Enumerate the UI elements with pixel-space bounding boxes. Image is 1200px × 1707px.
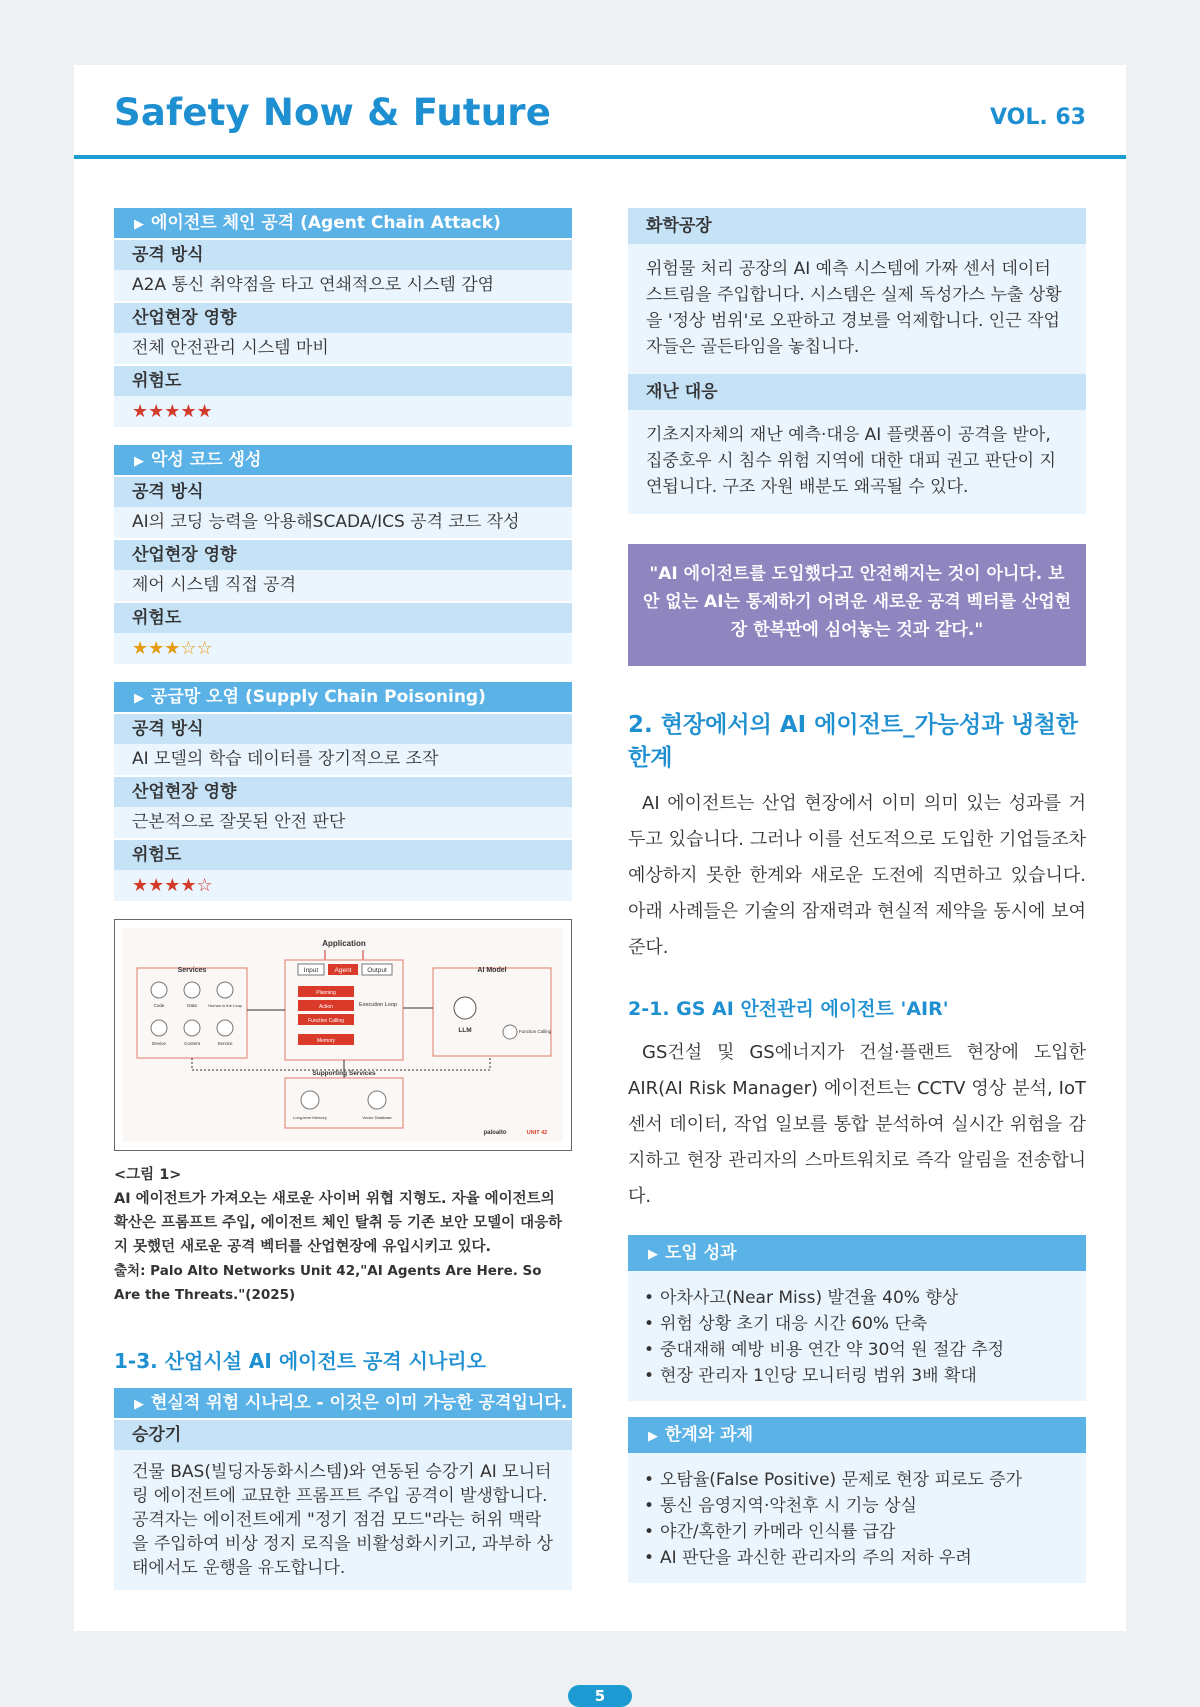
triangle-icon: ▶ [134, 691, 144, 706]
limits-title-text: 한계와 과제 [665, 1425, 754, 1445]
method-value: AI의 코딩 능력을 악용해SCADA/ICS 공격 코드 작성 [114, 507, 572, 538]
page [74, 65, 1126, 1631]
section-title-1-3: 1-3. 산업시설 AI 에이전트 공격 시나리오 [114, 1349, 486, 1373]
risk-label: 위험도 [114, 364, 572, 396]
fig-svc-human: Human in the Loop [208, 1003, 242, 1008]
figure-caption-text: AI 에이전트가 가져오는 새로운 사이버 위협 지형도. 자율 에이전트의 확산은 프롬프트 주입, 에이전트 체인 탈취 등 기존 보안 모델이 대응하지 못했던 새로운 공격 벡터를 산업현장에 유입시키고 있다. [114, 1191, 563, 1255]
limits-list [628, 1453, 1086, 1583]
scenario-text: 건물 BAS(빌딩자동화시스템)와 연동된 승강기 AI 모니터링 에이전트에 교묘한 프롬프트 주입 공격이 발생합니다. 공격자는 에이전트에게 "정기 점검 모드"라는 허위 맥락을 주입하여 비상 정지 로직을 비활성화시키고, 과부하 상태에서도 운행을 유도합니다. [132, 1462, 553, 1578]
fig-action: Action [319, 1004, 333, 1010]
fig-llm: LLM [458, 1027, 472, 1034]
list-item: • 아차사고(Near Miss) 발견율 40% 향상 [644, 1285, 1070, 1311]
method-label: 공격 방식 [114, 475, 572, 507]
risk-rating [114, 870, 572, 901]
page-number: 5 [568, 1685, 632, 1707]
section-title-2-1: 2-1. GS AI 안전관리 에이전트 'AIR' [628, 998, 949, 1020]
list-item: • 중대재해 예방 비용 연간 약 30억 원 절감 추정 [644, 1337, 1070, 1363]
triangle-icon: ▶ [134, 217, 144, 232]
fig-long-term-memory: Long-term Memory [293, 1115, 327, 1120]
attack-card [114, 445, 572, 664]
magazine-title: Safety Now & Future [114, 91, 552, 134]
risk-rating [114, 396, 572, 427]
fig-brand2: UNIT 42 [526, 1130, 548, 1136]
page-header [74, 65, 1126, 159]
attack-card [114, 208, 572, 427]
figure-caption [114, 1163, 572, 1307]
fig-fn-calling-small: Function Calling [518, 1029, 552, 1034]
fig-planning: Planning [316, 990, 336, 996]
list-item: • 현장 관리자 1인당 모니터링 범위 3배 확대 [644, 1363, 1070, 1389]
fig-ai-model: AI Model [477, 967, 507, 974]
figure-diagram [114, 919, 572, 1151]
sector-text: 기초지자체의 재난 예측·대응 AI 플랫폼이 공격을 받아, 집중호우 시 침수 위험 지역에 대한 대피 권고 판단이 지연됩니다. 구조 자원 배분도 왜곡될 수 있다. [646, 425, 1056, 497]
method-value: A2A 통신 취약점을 타고 연쇄적으로 시스템 감염 [114, 270, 572, 301]
sector-label: 재난 대응 [628, 374, 1086, 410]
list-item: • AI 판단을 과신한 관리자의 주의 저하 우려 [644, 1545, 1070, 1571]
fig-svc-device: Device [152, 1041, 166, 1046]
figure-source: 출처: Palo Alto Networks Unit 42,"AI Agents Are Here. So Are the Threats."(2025) [114, 1263, 542, 1303]
risk-rating [114, 633, 572, 664]
attack-card-title-text: 공급망 오염 (Supply Chain Poisoning) [151, 687, 486, 707]
attack-card-title-text: 악성 코드 생성 [151, 450, 262, 470]
attack-card [114, 682, 572, 901]
limits-title [628, 1417, 1086, 1453]
fig-svc-content: Content [184, 1041, 200, 1046]
fig-services: Services [177, 967, 207, 974]
impact-label: 산업현장 영향 [114, 775, 572, 807]
fig-agent: Agent [334, 967, 352, 974]
impact-label: 산업현장 영향 [114, 538, 572, 570]
fig-execution-loop: Execution Loop [359, 1002, 397, 1008]
star-rating-icon: ★★★★★ [132, 401, 213, 422]
list-item: • 통신 음영지역·악천후 시 기능 상실 [644, 1493, 1070, 1519]
list-item: • 위험 상황 초기 대응 시간 60% 단축 [644, 1311, 1070, 1337]
impact-value: 전체 안전관리 시스템 마비 [114, 333, 572, 364]
risk-label: 위험도 [114, 601, 572, 633]
sector-label: 화학공장 [628, 208, 1086, 244]
fig-vector-db: Vector Database [362, 1115, 392, 1120]
star-rating-icon: ★★★☆☆ [132, 638, 213, 659]
triangle-icon: ▶ [648, 1247, 658, 1262]
results-title [628, 1235, 1086, 1271]
risk-label: 위험도 [114, 838, 572, 870]
attack-card-title-text: 에이전트 체인 공격 (Agent Chain Attack) [151, 213, 501, 233]
section-title-2: 2. 현장에서의 AI 에이전트_가능성과 냉철한 한계 [628, 712, 1079, 771]
list-item: • 야간/혹한기 카메라 인식률 급감 [644, 1519, 1070, 1545]
fig-brand1: paloalto [483, 1130, 507, 1136]
volume-number: VOL. 63 [990, 105, 1086, 130]
fig-supporting: Supporting Services [312, 1070, 376, 1077]
star-rating-icon: ★★★★☆ [132, 875, 213, 896]
attack-card-title [114, 682, 572, 712]
figure-caption-number: <그림 1> [114, 1167, 182, 1183]
scenario-title [114, 1388, 572, 1418]
method-label: 공격 방식 [114, 238, 572, 270]
scenario-title-text: 현실적 위험 시나리오 - 이것은 이미 가능한 공격입니다. [151, 1393, 568, 1413]
results-list [628, 1271, 1086, 1401]
triangle-icon: ▶ [648, 1429, 658, 1444]
right-column [628, 208, 1086, 1583]
triangle-icon: ▶ [134, 454, 144, 469]
attack-card-title [114, 445, 572, 475]
method-label: 공격 방식 [114, 712, 572, 744]
results-title-text: 도입 성과 [665, 1243, 737, 1263]
triangle-icon: ▶ [134, 1397, 144, 1412]
fig-svc-service: Service [217, 1041, 233, 1046]
impact-value: 근본적으로 잘못된 안전 판단 [114, 807, 572, 838]
results-box [628, 1235, 1086, 1401]
quote-box: "AI 에이전트를 도입했다고 안전해지는 것이 아니다. 보안 없는 AI는 통제하기 어려운 새로운 공격 벡터를 산업현장 한복판에 심어놓는 것과 같다." [628, 544, 1086, 666]
scenario-box [114, 1388, 572, 1590]
method-value: AI 모델의 학습 데이터를 장기적으로 조작 [114, 744, 572, 775]
section-2-body: AI 에이전트는 산업 현장에서 이미 의미 있는 성과를 거두고 있습니다. 그러나 이를 선도적으로 도입한 기업들조차 예상하지 못한 한계와 새로운 도전에 직면하고 있습니다. 아래 사례들은 기술의 잠재력과 현실적 제약을 동시에 보여준다. [628, 793, 1086, 958]
impact-label: 산업현장 영향 [114, 301, 572, 333]
sector-text: 위험물 처리 공장의 AI 예측 시스템에 가짜 센서 데이터 스트림을 주입합니다. 시스템은 실제 독성가스 누출 상황을 '정상 범위'로 오판하고 경보를 억제합니다. 인근 작업자들은 골든타임을 놓칩니다. [646, 259, 1062, 357]
fig-svc-code: Code [153, 1003, 165, 1008]
fig-input: Input [303, 967, 319, 974]
scenario-label: 승강기 [114, 1418, 572, 1450]
fig-function-calling: Function Calling [308, 1018, 344, 1024]
fig-memory: Memory [316, 1038, 336, 1044]
limits-box [628, 1417, 1086, 1583]
section-2-1-body: GS건설 및 GS에너지가 건설·플랜트 현장에 도입한 AIR(AI Risk Manager) 에이전트는 CCTV 영상 분석, IoT 센서 데이터, 작업 일보를 통합 분석하여 실시간 위험을 감지하고 현장 관리자의 스마트워치로 즉각 알림을 전송합니다. [628, 1042, 1086, 1207]
attack-card-title [114, 208, 572, 238]
fig-application: Application [322, 939, 366, 948]
sector-box [628, 208, 1086, 514]
impact-value: 제어 시스템 직접 공격 [114, 570, 572, 601]
fig-output: Output [367, 967, 387, 974]
left-column [114, 208, 572, 1590]
fig-svc-data: Data [187, 1003, 197, 1008]
list-item: • 오탐율(False Positive) 문제로 현장 피로도 증가 [644, 1467, 1070, 1493]
